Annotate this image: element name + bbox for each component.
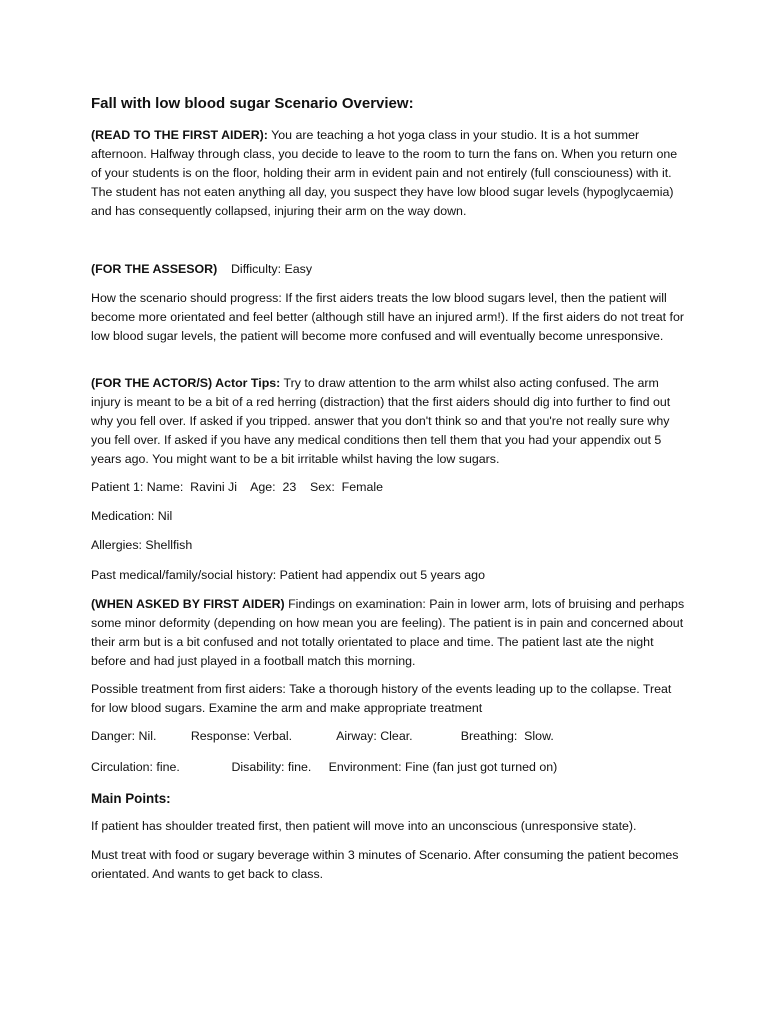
- difficulty-text: Difficulty: Easy: [217, 262, 313, 276]
- allergies-line: Allergies: Shellfish: [91, 538, 193, 552]
- first-aider-text: You are teaching a hot yoga class in your studio. It is a hot summer afternoon. Halfway through class, you decide to leave to the room to turn the fans on. When you return one of your students is on the floor, holding their arm in evident pain and not entirely (full consciouness) with it. The student has not eaten anything all day, you suspect they have low blood sugar levels (hypoglycaemia) and has consequently collapsed, injuring their arm on the way down.: [91, 128, 678, 218]
- vitals-row-2: Circulation: fine. Disability: fine. Environment: Fine (fan just got turned on): [91, 760, 558, 774]
- assessor-label: (FOR THE ASSESOR): [91, 262, 218, 276]
- main-points-heading: Main Points:: [91, 791, 171, 806]
- actor-paragraph: [91, 374, 689, 469]
- findings-label: (WHEN ASKED BY FIRST AIDER): [91, 597, 285, 611]
- medication-line: Medication: Nil: [91, 509, 173, 523]
- main-point-2: Must treat with food or sugary beverage within 3 minutes of Scenario. After consuming the patient becomes orientated. And wants to get back to class.: [91, 848, 679, 881]
- findings-paragraph: [91, 595, 689, 671]
- patient-details: Patient 1: Name: Ravini Ji Age: 23 Sex: Female: [91, 480, 384, 494]
- main-point-1: If patient has shoulder treated first, then patient will move into an unconscious (unresponsive state).: [91, 819, 637, 833]
- first-aider-paragraph: [91, 126, 689, 221]
- first-aider-label: (READ TO THE FIRST AIDER):: [91, 128, 268, 142]
- document-title: Fall with low blood sugar Scenario Overview:: [91, 95, 414, 112]
- assessor-line: [91, 260, 689, 279]
- progress-paragraph: How the scenario should progress: If the first aiders treats the low blood sugars level, then the patient will become more orientated and feel better (although still have an injured arm!). If the first aiders do not treat for low blood sugar levels, the patient will become more confused and will eventually become unresponsive.: [91, 291, 685, 343]
- actor-text: Try to draw attention to the arm whilst also acting confused. The arm injury is meant to be a bit of a red herring (distraction) that the first aiders should dig into further to find out why you fell over. If asked if you tripped. answer that you don't think so and that you're not really sure why you fell over. If asked if you have any medical conditions then tell them that you had your appendix out 5 years ago. You might want to be a bit irritable whilst having the low sugars.: [91, 376, 671, 466]
- findings-text: Findings on examination: Pain in lower arm, lots of bruising and perhaps some minor deformity (depending on how mean you are feeling). The patient is in pain and concerned about their arm but is a bit confused and not totally orientated to place and time. The patient last ate the night before and had just played in a football match this morning.: [91, 597, 685, 668]
- history-line: Past medical/family/social history: Patient had appendix out 5 years ago: [91, 568, 485, 582]
- actor-label: (FOR THE ACTOR/S) Actor Tips:: [91, 376, 281, 390]
- treatment-paragraph: Possible treatment from first aiders: Take a thorough history of the events leading up to the collapse. Treat for low blood sugars. Examine the arm and make appropriate treatment: [91, 682, 672, 715]
- vitals-row-1: Danger: Nil. Response: Verbal. Airway: Clear. Breathing: Slow.: [91, 729, 554, 743]
